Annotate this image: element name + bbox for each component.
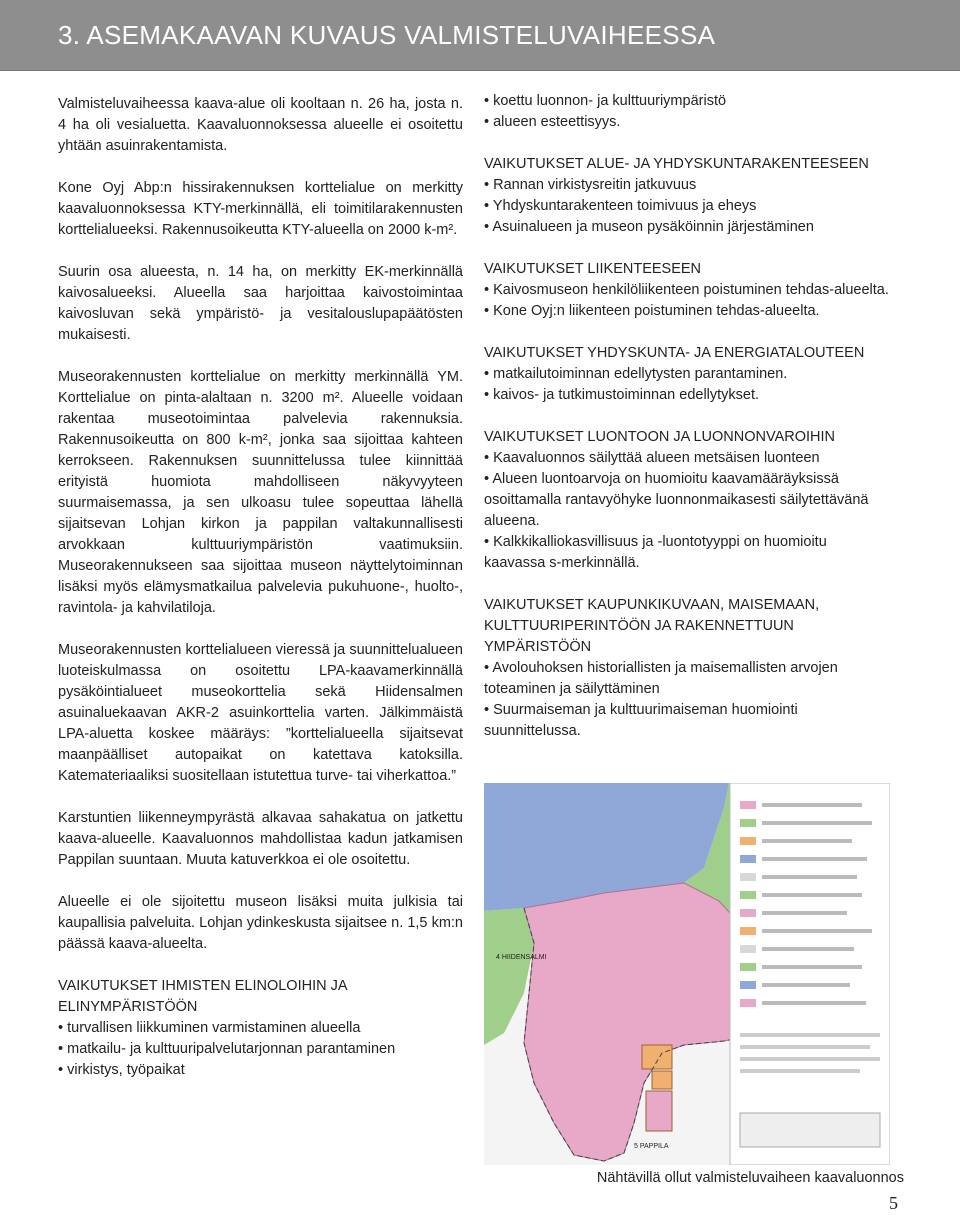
map-kty-block	[646, 1091, 672, 1131]
list-item: • Alueen luontoarvoja on huomioitu kaavamääräyksissä osoittamalla rantavyöhyke luonnonmaikasesti säilytettävänä alueena.	[484, 469, 890, 532]
paragraph: Alueelle ei ole sijoitettu museon lisäksi muita julkisia tai kaupallisia palveluita. Lohjan ydinkeskusta sijaitsee n. 1,5 km:n päässä kaava-alueelta.	[58, 894, 463, 952]
paragraph: Museorakennusten korttelialueen vieressä ja suunnittelualueen luoteiskulmassa on osoitettu LPA-kaavamerkinnällä pysäköintialueet museokorttelia sekä Hiidensalmen asuinaluekaavan AKR-2 asuinkorttelia varten. Jälkimmäistä LPA-aluetta koskee määräys: ”korttelialueella sijaitsevat maanpäälliset autopaikat on katettava katoksilla. Katemateriaaliksi suositellaan istutettua turve- tai viherkattoa.”	[58, 642, 463, 784]
list-item: • Kone Oyj:n liikenteen poistuminen tehdas-alueelta.	[484, 301, 890, 322]
section-heading: VAIKUTUKSET ALUE- JA YHDYSKUNTARAKENTEESEEN	[484, 156, 869, 172]
list-item: • Kaavaluonnos säilyttää alueen metsäisen luonteen	[484, 448, 890, 469]
section-title: 3. ASEMAKAAVAN KUVAUS VALMISTELUVAIHEESSA	[58, 20, 716, 50]
paragraph: Valmisteluvaiheessa kaava-alue oli kooltaan n. 26 ha, josta n. 4 ha oli vesialuetta. Kaavaluonnoksessa alueelle ei osoitettu yhtään asuinrakentamista.	[58, 96, 463, 154]
section-heading: VAIKUTUKSET YHDYSKUNTA- JA ENERGIATALOUTEEN	[484, 345, 865, 361]
list-item: • Rannan virkistysreitin jatkuvuus	[484, 175, 890, 196]
map-figure	[484, 783, 890, 1165]
list-item: • virkistys, työpaikat	[58, 1060, 463, 1081]
paragraph: Kone Oyj Abp:n hissirakennuksen korttelialue on merkitty kaavaluonnoksessa KTY-merkinnällä, eli toimitilarakennusten korttelialueeksi. Rakennusoikeutta KTY-alueella on 2000 k-m².	[58, 180, 463, 238]
list-item: • Yhdyskuntarakenteen toimivuus ja eheys	[484, 196, 890, 217]
section-header	[0, 0, 960, 71]
paragraph: Karstuntien liikenneympyrästä alkavaa sahakatua on jatkettu kaava-alueelle. Kaavaluonnos mahdollistaa kadun jatkamisen Pappilan suuntaan. Muuta katuverkkoa ei ole osoitettu.	[58, 810, 463, 868]
map-label-hiidensalmi: 4 HIIDENSALMI	[496, 954, 547, 961]
list-item: • koettu luonnon- ja kulttuuriympäristö	[484, 91, 890, 112]
zoning-plan-map	[484, 783, 890, 1165]
list-item: • Asuinalueen ja museon pysäköinnin järjestäminen	[484, 217, 890, 238]
page-number: 5	[889, 1193, 898, 1213]
list-item: • turvallisen liikkuminen varmistaminen alueella	[58, 1018, 463, 1039]
left-column	[58, 94, 463, 1102]
paragraph: Suurin osa alueesta, n. 14 ha, on merkitty EK-merkinnällä kaivosalueeksi. Alueella saa harjoittaa kaivostoimintaa kaivosluvan sekä ympäristö- ja vesitalouslupapäätösten mukaisesti.	[58, 264, 463, 343]
map-museum-block	[642, 1045, 672, 1069]
bullet-list	[484, 448, 890, 574]
section-heading: VAIKUTUKSET IHMISTEN ELINOLOIHIN JA ELINYMPÄRISTÖÖN	[58, 978, 347, 1015]
map-label-pappila: 5 PAPPILA	[634, 1143, 669, 1150]
right-column	[484, 91, 890, 763]
map-parking-block	[652, 1071, 672, 1089]
bullet-list	[484, 91, 890, 133]
section-heading: VAIKUTUKSET KAUPUNKIKUVAAN, MAISEMAAN, KULTTUURIPERINTÖÖN JA RAKENNETTUUN YMPÄRISTÖÖN	[484, 597, 820, 655]
bullet-list	[484, 280, 890, 322]
bullet-list	[484, 364, 890, 406]
section-heading: VAIKUTUKSET LUONTOON JA LUONNONVAROIHIN	[484, 429, 836, 445]
map-caption: Nähtävillä ollut valmisteluvaiheen kaavaluonnos	[596, 1170, 904, 1186]
list-item: • Avolouhoksen historiallisten ja maisemallisten arvojen toteaminen ja säilyttäminen	[484, 658, 890, 700]
paragraph: Museorakennusten korttelialue on merkitty merkinnällä YM. Korttelialue on pinta-alaltaan n. 3200 m². Alueelle voidaan rakentaa museotoimintaa palvelevia rakennuksia. Rakennusoikeutta on 800 k-m², jonka saa sijoittaa kahteen kerrokseen. Rakennuksen suunnittelussa tulee kiinnittää erityistä huomiota mahdolliseen näkyvyyteen suurmaisemassa, ja sen ulkoasu tulee sopeuttaa lähellä sijaitsevan Lohjan kirkon ja pappilan valtakunnallisesti arvokkaan kulttuuriympäristön vaatimuksiin. Museorakennukseen saa sijoittaa museon näyttelytoiminnan lisäksi myös elämysmatkailua palvelevia pukuhuone-, huolto-, ravintola- ja kahvilatiloja.	[58, 369, 463, 616]
list-item: • kaivos- ja tutkimustoiminnan edellytykset.	[484, 385, 890, 406]
list-item: • alueen esteettisyys.	[484, 112, 890, 133]
list-item: • Kalkkikalliokasvillisuus ja -luontotyyppi on huomioitu kaavassa s-merkinnällä.	[484, 532, 890, 574]
bullet-list	[484, 175, 890, 238]
bullet-list	[484, 658, 890, 742]
section-heading: VAIKUTUKSET LIIKENTEESEEN	[484, 261, 702, 277]
list-item: • matkailu- ja kulttuuripalvelutarjonnan parantaminen	[58, 1039, 463, 1060]
bullet-list	[58, 1018, 463, 1081]
list-item: • Suurmaiseman ja kulttuurimaiseman huomiointi suunnittelussa.	[484, 700, 890, 742]
list-item: • matkailutoiminnan edellytysten parantaminen.	[484, 364, 890, 385]
list-item: • Kaivosmuseon henkilöliikenteen poistuminen tehdas-alueelta.	[484, 280, 890, 301]
